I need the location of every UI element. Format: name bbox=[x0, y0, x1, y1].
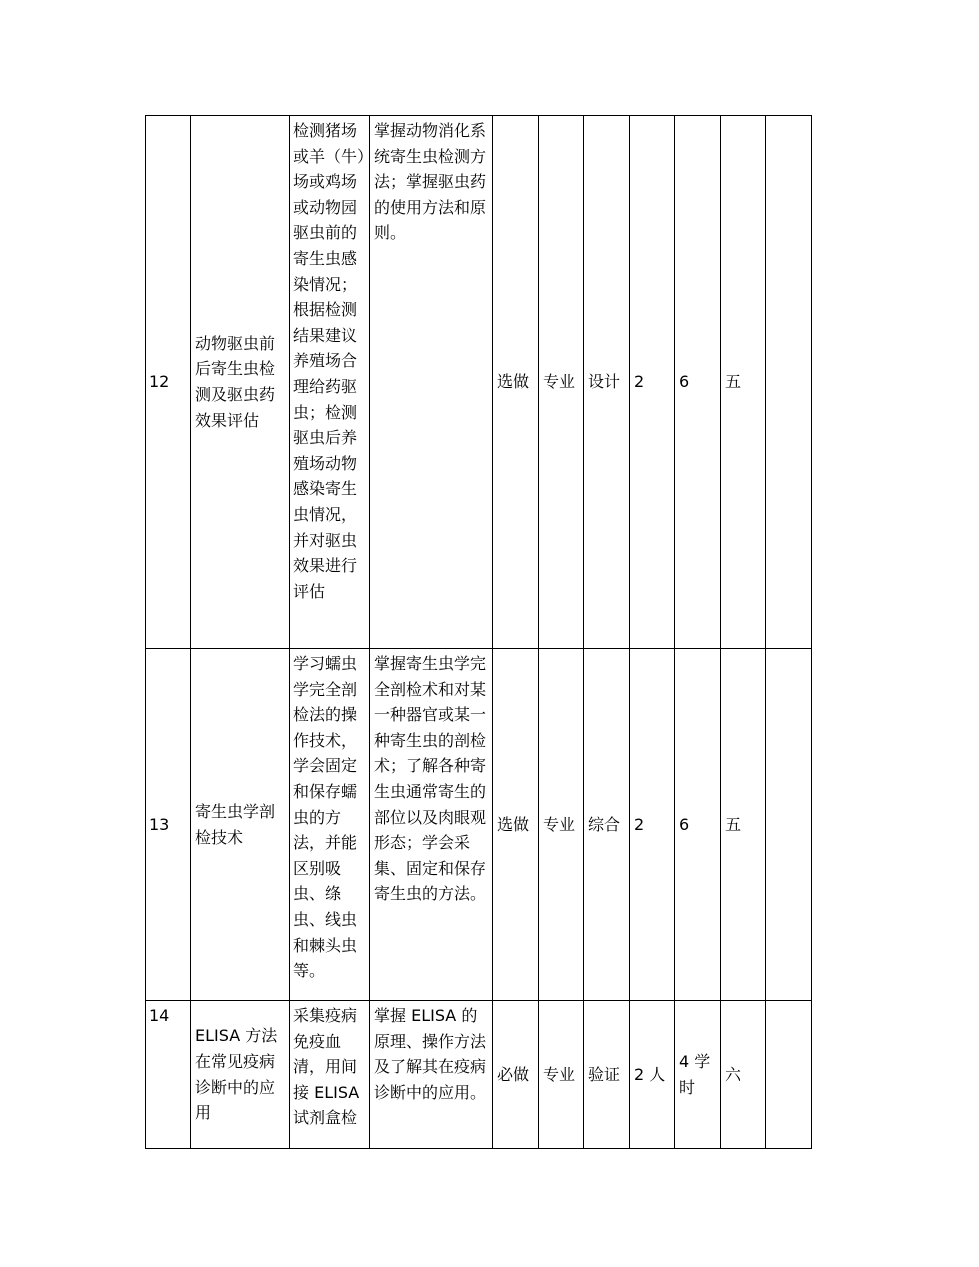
table-row bbox=[146, 649, 812, 1001]
remarks bbox=[766, 116, 812, 649]
experiment-goal: 掌握 ELISA 的原理、操作方法及了解其在疫病诊断中的应用。 bbox=[370, 1001, 493, 1149]
experiment-name: 寄生虫学剖检技术 bbox=[191, 649, 290, 1001]
required-status: 选做 bbox=[493, 649, 539, 1001]
group-size: 2 人 bbox=[630, 1001, 675, 1149]
experiment-category: 专业 bbox=[539, 1001, 584, 1149]
row-number: 14 bbox=[146, 1001, 191, 1149]
semester: 六 bbox=[721, 1001, 766, 1149]
experiment-goal: 掌握寄生虫学完全剖检术和对某一种器官或某一种寄生虫的剖检术；了解各种寄生虫通常寄生的部位以及肉眼观形态；学会采集、固定和保存寄生虫的方法。 bbox=[370, 649, 493, 1001]
class-hours: 6 bbox=[675, 116, 721, 649]
experiment-name: 动物驱虫前后寄生虫检测及驱虫药效果评估 bbox=[191, 116, 290, 649]
class-hours: 4 学时 bbox=[675, 1001, 721, 1149]
experiment-type: 验证 bbox=[584, 1001, 630, 1149]
experiment-table bbox=[145, 115, 812, 1149]
semester: 五 bbox=[721, 116, 766, 649]
semester: 五 bbox=[721, 649, 766, 1001]
experiment-content: 学习蠕虫学完全剖检法的操作技术，学会固定和保存蠕虫的方法，并能区别吸虫、绦虫、线虫和棘头虫等。 bbox=[290, 649, 370, 1001]
experiment-content: 采集疫病免疫血清，用间接 ELISA 试剂盒检 bbox=[290, 1001, 370, 1149]
experiment-category: 专业 bbox=[539, 649, 584, 1001]
experiment-name: ELISA 方法在常见疫病诊断中的应用 bbox=[191, 1001, 290, 1149]
experiment-category: 专业 bbox=[539, 116, 584, 649]
experiment-type: 综合 bbox=[584, 649, 630, 1001]
experiment-content: 检测猪场或羊（牛）场或鸡场或动物园驱虫前的寄生虫感染情况；根据检测结果建议养殖场合理给药驱虫；检测驱虫后养殖场动物感染寄生虫情况，并对驱虫效果进行评估 bbox=[290, 116, 370, 649]
class-hours: 6 bbox=[675, 649, 721, 1001]
group-size: 2 bbox=[630, 649, 675, 1001]
table-row bbox=[146, 116, 812, 649]
row-number: 13 bbox=[146, 649, 191, 1001]
remarks bbox=[766, 1001, 812, 1149]
required-status: 必做 bbox=[493, 1001, 539, 1149]
remarks bbox=[766, 649, 812, 1001]
experiment-goal: 掌握动物消化系统寄生虫检测方法；掌握驱虫药的使用方法和原则。 bbox=[370, 116, 493, 649]
required-status: 选做 bbox=[493, 116, 539, 649]
group-size: 2 bbox=[630, 116, 675, 649]
table-row bbox=[146, 1001, 812, 1149]
row-number: 12 bbox=[146, 116, 191, 649]
experiment-type: 设计 bbox=[584, 116, 630, 649]
